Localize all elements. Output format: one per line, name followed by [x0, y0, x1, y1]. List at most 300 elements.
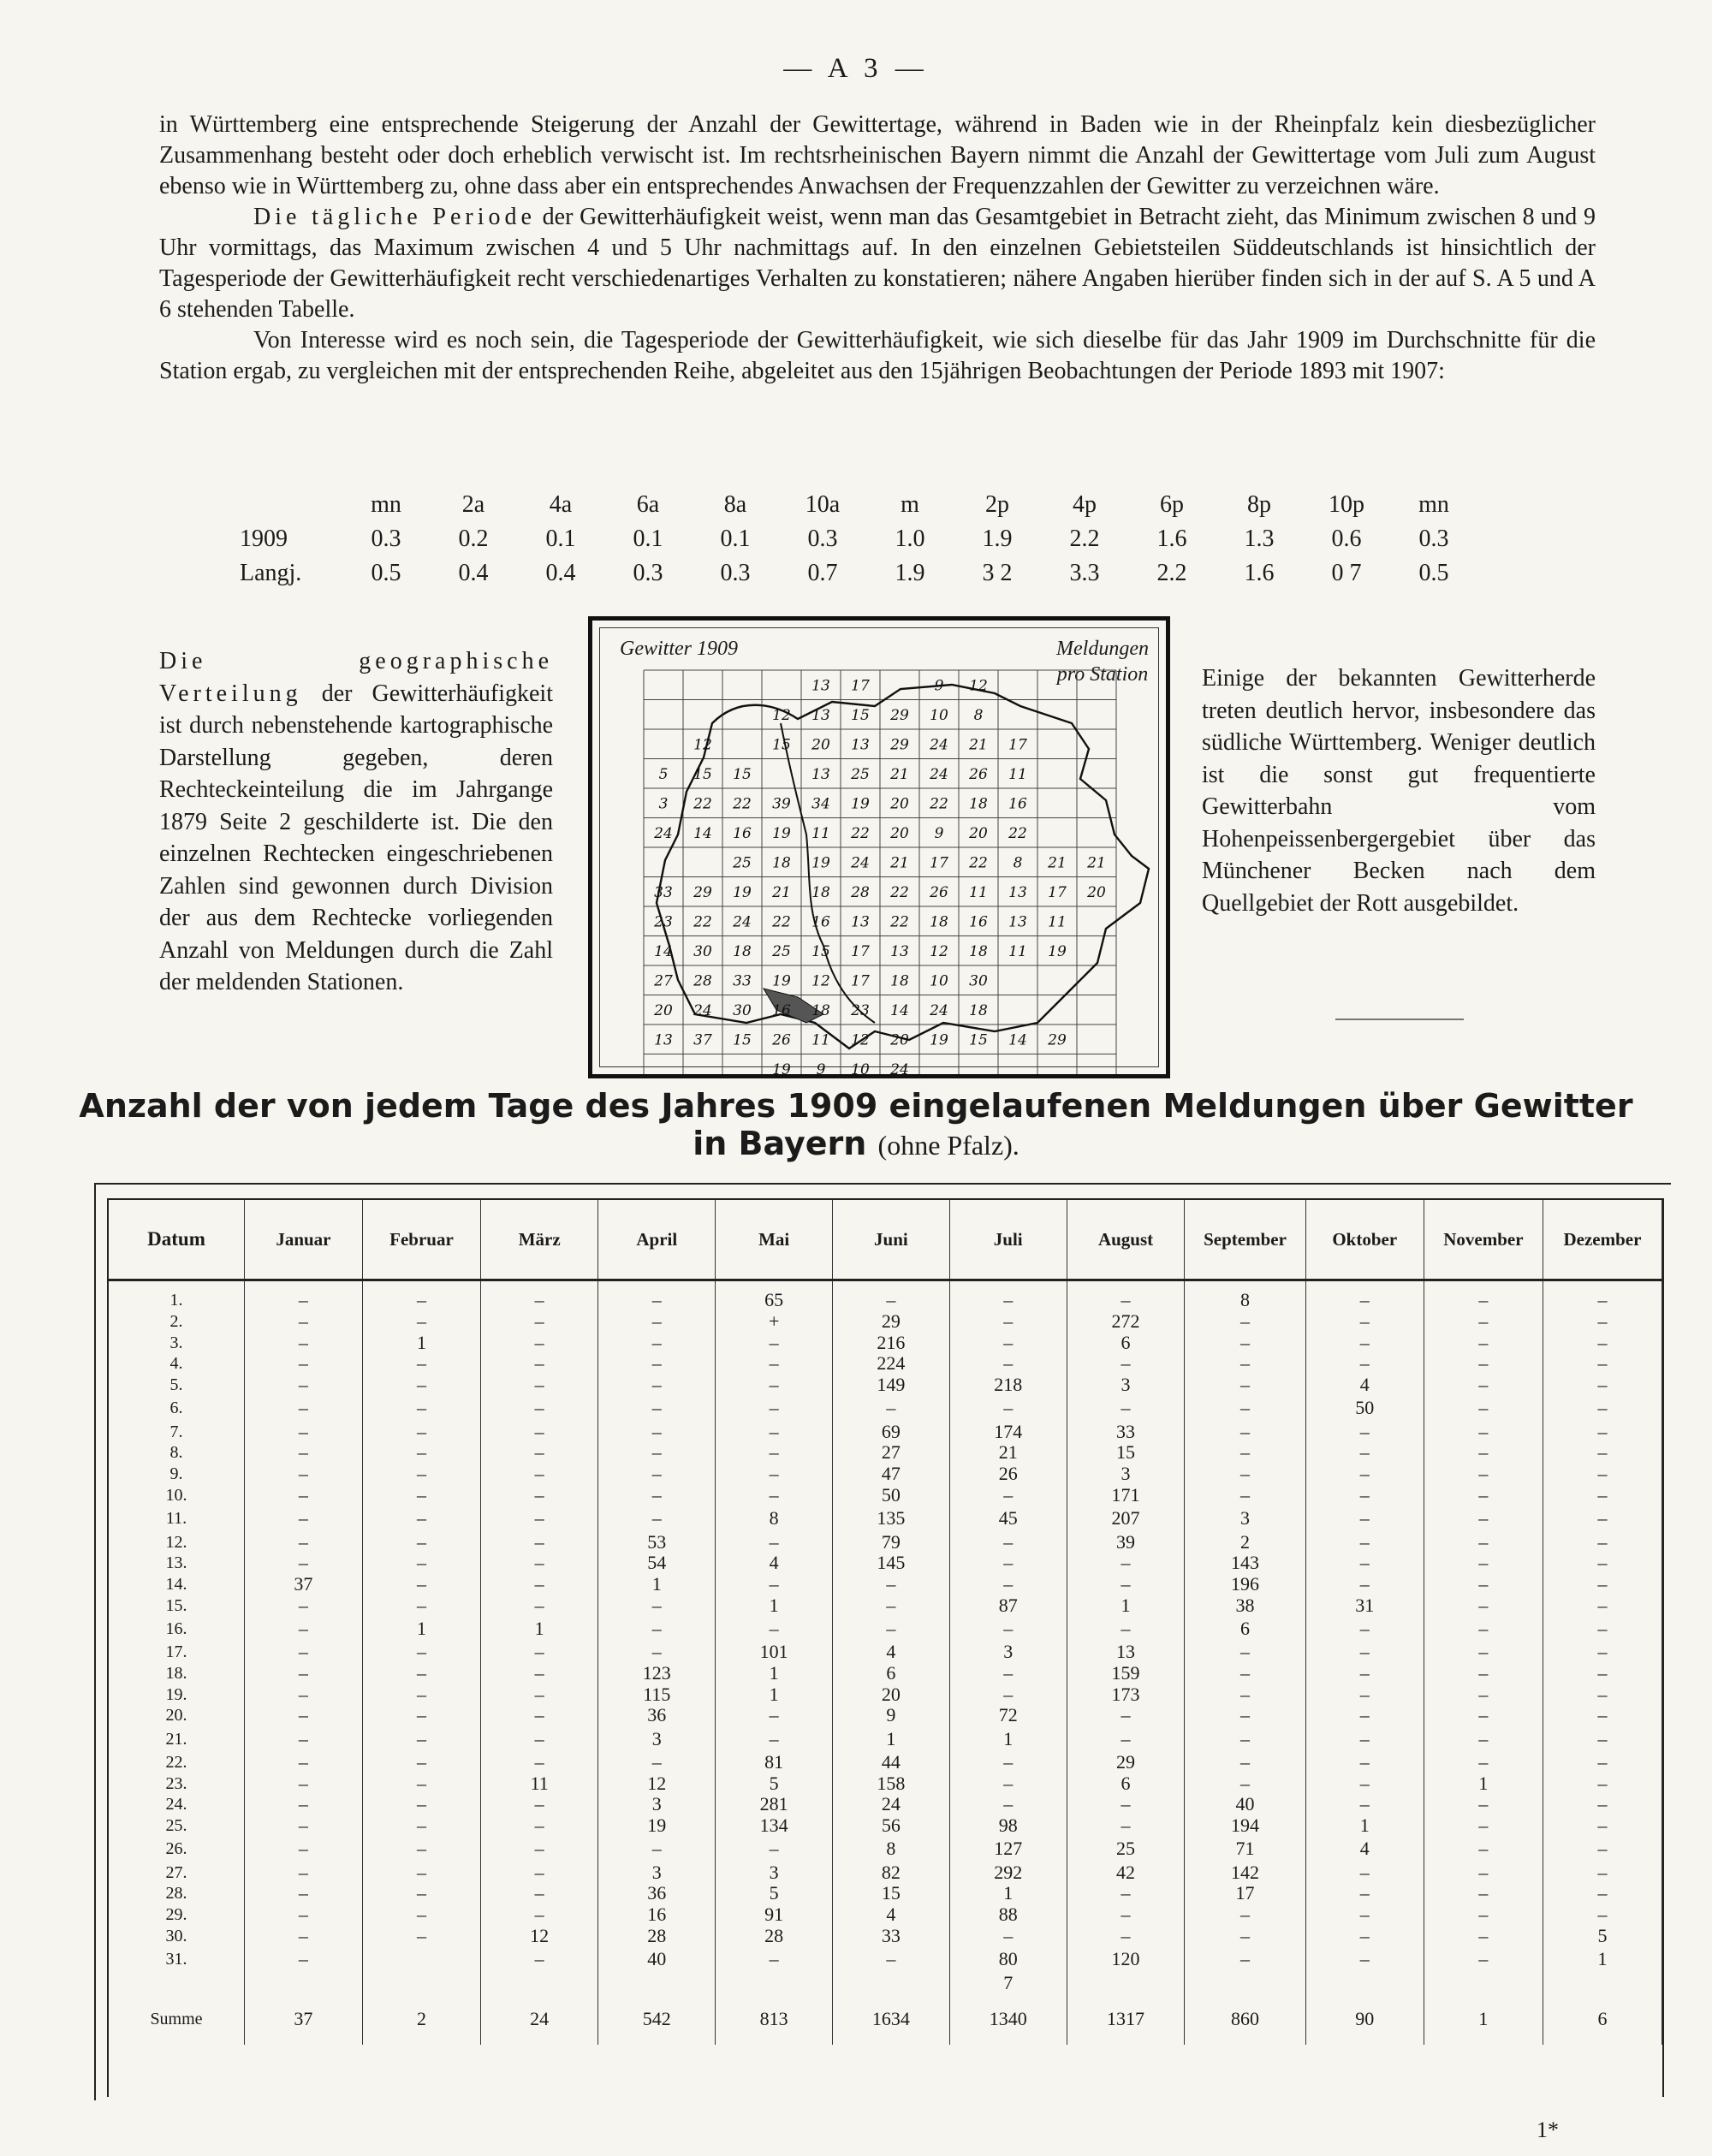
map-cell-value: 20 — [890, 795, 909, 813]
map-cell-value: 30 — [693, 942, 712, 960]
table-cell: – — [1185, 1464, 1305, 1485]
table-cell: – — [1424, 1553, 1543, 1574]
table-cell: 33 — [1067, 1421, 1185, 1442]
map-cell-value: 33 — [654, 883, 673, 901]
table-cell: 1 — [481, 1616, 598, 1642]
table-cell: – — [481, 1883, 598, 1904]
table-cell: – — [1305, 1705, 1424, 1726]
table-cell: – — [1185, 1726, 1305, 1752]
period-value: 1.9 — [982, 526, 1013, 552]
table-cell: – — [1185, 1946, 1305, 1972]
map-cell-value: 16 — [1008, 795, 1027, 813]
period-header: m — [901, 491, 919, 518]
table-cell: – — [716, 1421, 833, 1442]
day-label: 16. — [109, 1616, 245, 1642]
map-cell-value: 24 — [930, 736, 948, 754]
map-cell-value: 24 — [654, 824, 673, 842]
table-cell: – — [245, 1464, 363, 1485]
table-cell: – — [1424, 1574, 1543, 1595]
map-cell-value: 24 — [930, 1001, 948, 1019]
table-cell: – — [1185, 1485, 1305, 1506]
table-cell: – — [245, 1815, 363, 1837]
period-value: 0.4 — [458, 560, 489, 586]
table-cell: – — [1305, 1862, 1424, 1883]
table-cell: – — [1185, 1332, 1305, 1353]
table-cell: 15 — [1067, 1442, 1185, 1464]
table-cell: – — [832, 1395, 949, 1421]
map-cell-value: 12 — [969, 677, 988, 695]
table-cell: – — [481, 1421, 598, 1442]
table-cell: – — [245, 1773, 363, 1794]
table-cell: – — [1424, 1815, 1543, 1837]
sum-cell: 1 — [1424, 1993, 1543, 2045]
table-cell: 207 — [1067, 1506, 1185, 1531]
table-cell: – — [1424, 1353, 1543, 1375]
table-cell: – — [1543, 1485, 1661, 1506]
map-cell-value: 30 — [733, 1001, 752, 1019]
table-cell: – — [1305, 1642, 1424, 1663]
period-value: 0.2 — [458, 526, 489, 552]
day-label: 21. — [109, 1726, 245, 1752]
table-cell: 3 — [598, 1794, 716, 1815]
table-cell: – — [598, 1395, 716, 1421]
table-cell: – — [1543, 1553, 1661, 1574]
table-cell: – — [1305, 1726, 1424, 1752]
table-cell: – — [598, 1464, 716, 1485]
map-cell-value: 17 — [930, 854, 948, 872]
table-cell: – — [362, 1862, 480, 1883]
table-cell: 7 — [949, 1972, 1067, 1993]
table-cell: – — [245, 1395, 363, 1421]
table-cell: – — [362, 1663, 480, 1684]
sum-cell: 860 — [1185, 1993, 1305, 2045]
table-cell: – — [949, 1752, 1067, 1773]
left-text-body: der Gewitterhäufigkeit ist durch nebenstehende kartographische Darstellung gegeben, deren Rechteckeinteilung die im Jahrgange 1879 Seite 2 geschilderte ist. Die den einzelnen Rechtecken eingeschriebenen Zahlen sind gewonnen durch Division der aus dem Rechtecke vorliegenden Anzahl von Meldungen durch die Zahl der meldenden Stationen. — [159, 680, 553, 995]
table-cell: – — [1543, 1616, 1661, 1642]
map-cell-value: 27 — [654, 972, 673, 990]
day-label: 5. — [109, 1375, 245, 1396]
table-cell: 38 — [1185, 1595, 1305, 1616]
table-cell: – — [1067, 1815, 1185, 1837]
map-cell-value: 15 — [851, 706, 870, 724]
table-cell: – — [245, 1421, 363, 1442]
table-row — [109, 1442, 1662, 1464]
period-header: 4a — [549, 491, 573, 518]
table-cell: – — [1305, 1574, 1424, 1595]
table-cell: – — [1543, 1332, 1661, 1353]
map-cell-value: 13 — [1008, 883, 1027, 901]
map-cell-value: 24 — [890, 1060, 909, 1074]
table-cell: – — [1543, 1836, 1661, 1862]
table-cell: 36 — [598, 1883, 716, 1904]
table-cell: 8 — [832, 1836, 949, 1862]
table-cell: 81 — [716, 1752, 833, 1773]
table-cell: – — [362, 1421, 480, 1442]
map-cell-value: 12 — [811, 972, 830, 990]
table-cell: – — [1424, 1794, 1543, 1815]
table-cell: 216 — [832, 1332, 949, 1353]
table-cell: – — [1424, 1595, 1543, 1616]
table-cell: – — [832, 1290, 949, 1311]
table-cell: – — [716, 1574, 833, 1595]
table-cell: 224 — [832, 1353, 949, 1375]
left-column-text — [159, 645, 553, 999]
map-cell-value: 11 — [1048, 913, 1067, 931]
period-value: 0.3 — [720, 560, 751, 586]
table-cell: – — [1305, 1531, 1424, 1553]
map-cell-value: 28 — [693, 972, 712, 990]
table-cell: – — [1185, 1395, 1305, 1421]
column-header-month: Januar — [245, 1199, 363, 1280]
period-header: 8p — [1247, 491, 1271, 518]
table-cell: – — [1305, 1353, 1424, 1375]
table-cell: 8 — [716, 1506, 833, 1531]
day-label: 18. — [109, 1663, 245, 1684]
column-header-month: Oktober — [1305, 1199, 1424, 1280]
table-cell: – — [481, 1375, 598, 1396]
table-cell: – — [1185, 1663, 1305, 1684]
table-cell: – — [1305, 1442, 1424, 1464]
table-cell: 87 — [949, 1595, 1067, 1616]
map-cell-value: 16 — [969, 913, 988, 931]
map-cell-value: 19 — [1048, 942, 1067, 960]
table-cell: – — [1305, 1883, 1424, 1904]
map-cell-value: 8 — [1013, 854, 1023, 872]
table-cell: 98 — [949, 1815, 1067, 1837]
table-cell: – — [598, 1290, 716, 1311]
table-cell: – — [1067, 1883, 1185, 1904]
table-cell: – — [1305, 1926, 1424, 1947]
table-cell: – — [716, 1726, 833, 1752]
table-cell: 6 — [1067, 1332, 1185, 1353]
table-cell: 5 — [1543, 1926, 1661, 1947]
table-cell: – — [362, 1442, 480, 1464]
sum-cell: 6 — [1543, 1993, 1661, 2045]
table-cell: – — [1424, 1464, 1543, 1485]
sum-cell: 1317 — [1067, 1993, 1185, 2045]
map-cell-value: 12 — [772, 706, 791, 724]
map-cell-value: 22 — [693, 913, 712, 931]
thunderstorm-map — [588, 616, 1170, 1078]
table-cell: 2 — [1185, 1531, 1305, 1553]
map-cell-value: 18 — [890, 972, 909, 990]
table-cell: 1 — [949, 1726, 1067, 1752]
table-row — [109, 1574, 1662, 1595]
table-cell: – — [245, 1642, 363, 1663]
table-cell: – — [1185, 1904, 1305, 1926]
table-cell: – — [362, 1353, 480, 1375]
map-cell-value: 11 — [969, 883, 988, 901]
table-cell: – — [716, 1332, 833, 1353]
map-cell-value: 13 — [890, 942, 909, 960]
table-cell: – — [949, 1773, 1067, 1794]
map-cell-value: 11 — [1008, 942, 1027, 960]
table-cell — [1424, 1972, 1543, 1993]
table-cell: 115 — [598, 1684, 716, 1705]
table-row — [109, 1663, 1662, 1684]
day-label: 10. — [109, 1485, 245, 1506]
table-cell: – — [598, 1642, 716, 1663]
table-cell: – — [1185, 1684, 1305, 1705]
table-cell: 171 — [1067, 1485, 1185, 1506]
period-header: 10a — [805, 491, 841, 518]
day-label: 9. — [109, 1464, 245, 1485]
table-row — [109, 1531, 1662, 1553]
map-cell-value: 21 — [890, 765, 909, 783]
table-cell: – — [362, 1311, 480, 1333]
table-row — [109, 1642, 1662, 1663]
table-cell: 4 — [716, 1553, 833, 1574]
period-value: 1.6 — [1244, 560, 1275, 586]
table-cell: – — [362, 1815, 480, 1837]
map-cell-value: 33 — [733, 972, 752, 990]
table-cell: 54 — [598, 1553, 716, 1574]
table-row — [109, 1616, 1662, 1642]
table-cell: 40 — [1185, 1794, 1305, 1815]
map-cell-value: 18 — [811, 883, 830, 901]
period-value: 0 7 — [1331, 560, 1362, 586]
day-label: 6. — [109, 1395, 245, 1421]
table-row — [109, 1311, 1662, 1333]
table-cell: – — [598, 1311, 716, 1333]
map-cell-value: 19 — [930, 1031, 948, 1049]
map-cell-value: 14 — [890, 1001, 909, 1019]
table-cell: – — [245, 1485, 363, 1506]
table-cell: – — [245, 1290, 363, 1311]
table-cell: – — [949, 1485, 1067, 1506]
map-cell-value: 22 — [930, 795, 948, 813]
table-cell: + — [716, 1311, 833, 1333]
map-cell-value: 25 — [772, 942, 791, 960]
table-cell: – — [481, 1642, 598, 1663]
table-cell: – — [1305, 1904, 1424, 1926]
map-cell-value: 11 — [811, 824, 830, 842]
period-header: 2p — [985, 491, 1009, 518]
table-cell: – — [481, 1290, 598, 1311]
table-cell: – — [481, 1442, 598, 1464]
table-cell: – — [362, 1904, 480, 1926]
map-cell-value: 16 — [733, 824, 752, 842]
table-cell: – — [1424, 1836, 1543, 1862]
table-cell: – — [1424, 1862, 1543, 1883]
table-cell: – — [1067, 1726, 1185, 1752]
table-cell: 196 — [1185, 1574, 1305, 1595]
period-header: 6p — [1160, 491, 1184, 518]
table-cell: – — [362, 1595, 480, 1616]
map-cell-value: 5 — [658, 765, 669, 783]
table-cell: – — [362, 1752, 480, 1773]
table-cell: – — [949, 1794, 1067, 1815]
map-legend-line-2: pro Station — [1056, 663, 1149, 686]
table-cell: – — [245, 1616, 363, 1642]
table-cell: 42 — [1067, 1862, 1185, 1883]
table-cell: – — [245, 1684, 363, 1705]
table-cell: – — [481, 1311, 598, 1333]
table-cell: – — [481, 1705, 598, 1726]
table-cell: – — [1067, 1926, 1185, 1947]
map-cell-value: 10 — [851, 1060, 870, 1074]
table-cell: – — [1543, 1904, 1661, 1926]
table-cell: – — [949, 1353, 1067, 1375]
table-cell: – — [481, 1531, 598, 1553]
table-cell: 12 — [481, 1926, 598, 1947]
map-cell-value: 19 — [733, 883, 752, 901]
table-cell: – — [1185, 1375, 1305, 1396]
day-label: 25. — [109, 1815, 245, 1837]
period-value: 0.4 — [545, 560, 576, 586]
table-cell: – — [1543, 1883, 1661, 1904]
table-cell: – — [362, 1642, 480, 1663]
spaced-heading: Die tägliche Periode — [253, 204, 536, 230]
table-cell: 28 — [716, 1926, 833, 1947]
table-cell: – — [245, 1752, 363, 1773]
period-value: 0.1 — [720, 526, 751, 552]
table-cell: 11 — [481, 1773, 598, 1794]
table-cell: – — [245, 1705, 363, 1726]
table-cell: – — [598, 1595, 716, 1616]
map-cell-value: 19 — [772, 1060, 791, 1074]
table-cell: – — [245, 1353, 363, 1375]
map-cell-value: 12 — [851, 1031, 870, 1049]
table-cell: 1 — [598, 1574, 716, 1595]
table-cell — [832, 1972, 949, 1993]
map-cell-value: 24 — [733, 913, 752, 931]
map-cell-value: 21 — [890, 854, 909, 872]
sum-cell: 2 — [362, 1993, 480, 2045]
table-cell: 1 — [1543, 1946, 1661, 1972]
table-cell: – — [362, 1705, 480, 1726]
table-cell: 53 — [598, 1531, 716, 1553]
map-cell-value: 18 — [772, 854, 791, 872]
table-cell: – — [362, 1375, 480, 1396]
table-cell: – — [716, 1705, 833, 1726]
table-row — [109, 1946, 1662, 1972]
page-number: — A 3 — — [783, 53, 929, 84]
map-cell-value: 11 — [811, 1031, 830, 1049]
map-cell-value: 25 — [733, 854, 752, 872]
table-cell: – — [1543, 1506, 1661, 1531]
table-row — [109, 1332, 1662, 1353]
map-cell-value: 15 — [693, 765, 712, 783]
table-title-line-2 — [0, 1125, 1712, 1164]
table-cell: – — [1305, 1553, 1424, 1574]
table-cell: – — [245, 1531, 363, 1553]
table-cell: 158 — [832, 1773, 949, 1794]
day-label: 22. — [109, 1752, 245, 1773]
map-cell-value: 23 — [654, 913, 673, 931]
table-cell: 218 — [949, 1375, 1067, 1396]
map-title: Gewitter 1909 — [620, 638, 738, 660]
table-cell: 3 — [716, 1862, 833, 1883]
table-cell: – — [1185, 1773, 1305, 1794]
right-column-text: Einige der bekannten Gewitterherde treten deutlich hervor, insbesondere das südliche Württemberg. Weniger deutlich ist die sonst gut frequentierte Gewitterbahn vom Hohenpeissenbergergebiet über das Münchener Becken nach dem Quellgebiet der Rott ausgebildet. — [1202, 665, 1596, 917]
table-title-note: (ohne Pfalz). — [877, 1130, 1019, 1161]
day-label: 20. — [109, 1705, 245, 1726]
table-cell: 17 — [1185, 1883, 1305, 1904]
table-row — [109, 1815, 1662, 1837]
table-cell: 134 — [716, 1815, 833, 1837]
table-cell: – — [716, 1946, 833, 1972]
map-cell-value: 28 — [851, 883, 870, 901]
map-cell-value: 20 — [890, 1031, 909, 1049]
table-cell: 16 — [598, 1904, 716, 1926]
map-cell-value: 22 — [890, 883, 909, 901]
table-cell: 44 — [832, 1752, 949, 1773]
column-header-month: Juni — [832, 1199, 949, 1280]
table-cell: 143 — [1185, 1553, 1305, 1574]
table-cell: – — [481, 1395, 598, 1421]
table-cell: 39 — [1067, 1531, 1185, 1553]
table-cell: – — [1305, 1290, 1424, 1311]
table-cell: 47 — [832, 1464, 949, 1485]
day-label: 17. — [109, 1642, 245, 1663]
table-cell: – — [1543, 1375, 1661, 1396]
table-cell: – — [1543, 1794, 1661, 1815]
day-label: 28. — [109, 1883, 245, 1904]
map-cell-value: 22 — [890, 913, 909, 931]
table-cell: – — [245, 1904, 363, 1926]
table-cell: – — [481, 1752, 598, 1773]
map-cell-value: 14 — [693, 824, 712, 842]
sum-cell: 1340 — [949, 1993, 1067, 2045]
table-cell: – — [1305, 1616, 1424, 1642]
table-title — [0, 1087, 1712, 1164]
map-cell-value: 20 — [1087, 883, 1106, 901]
map-cell-value: 9 — [934, 677, 944, 695]
day-label: 1. — [109, 1290, 245, 1311]
table-cell: – — [481, 1862, 598, 1883]
table-cell: 1 — [1305, 1815, 1424, 1837]
table-cell: 1 — [1067, 1595, 1185, 1616]
table-row — [109, 1375, 1662, 1396]
day-label: 29. — [109, 1904, 245, 1926]
table-cell: – — [1185, 1926, 1305, 1947]
table-cell: 8 — [1185, 1290, 1305, 1311]
table-cell: – — [1185, 1752, 1305, 1773]
table-cell: – — [362, 1464, 480, 1485]
table-cell: – — [481, 1946, 598, 1972]
table-cell: 1 — [362, 1332, 480, 1353]
table-cell: 194 — [1185, 1815, 1305, 1837]
day-label: 19. — [109, 1684, 245, 1705]
map-cell-value: 29 — [890, 706, 909, 724]
table-cell: 3 — [949, 1642, 1067, 1663]
table-cell: 21 — [949, 1442, 1067, 1464]
table-cell: – — [1543, 1595, 1661, 1616]
table-cell: – — [1185, 1421, 1305, 1442]
table-cell: 36 — [598, 1705, 716, 1726]
table-cell: 3 — [598, 1726, 716, 1752]
table-cell: – — [245, 1862, 363, 1883]
table-cell: 4 — [1305, 1836, 1424, 1862]
paragraph-3: Von Interesse wird es noch sein, die Tagesperiode der Gewitterhäufigkeit, wie sich dieselbe für das Jahr 1909 im Durchschnitte für die Station ergab, zu vergleichen mit der entsprechenden Reihe, abgeleitet aus den 15jährigen Beobachtungen der Periode 1893 mit 1907: — [159, 327, 1596, 384]
table-cell: 37 — [245, 1574, 363, 1595]
table-cell: – — [598, 1442, 716, 1464]
map-cell-value: 30 — [969, 972, 988, 990]
table-cell: – — [1424, 1442, 1543, 1464]
map-cell-value: 16 — [772, 1001, 791, 1019]
table-cell: 3 — [598, 1862, 716, 1883]
table-cell: – — [245, 1595, 363, 1616]
table-cell: – — [1543, 1726, 1661, 1752]
map-cell-value: 17 — [851, 972, 870, 990]
map-cell-value: 17 — [1008, 736, 1027, 754]
table-cell: – — [598, 1375, 716, 1396]
table-title-region: in Bayern — [693, 1125, 867, 1162]
map-cell-value: 9 — [934, 824, 944, 842]
table-cell: – — [1424, 1311, 1543, 1333]
column-header-month: August — [1067, 1199, 1185, 1280]
